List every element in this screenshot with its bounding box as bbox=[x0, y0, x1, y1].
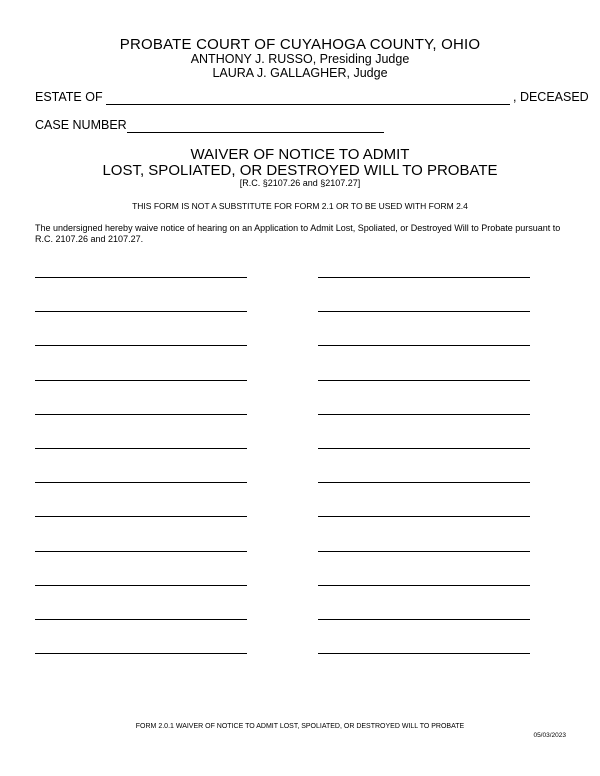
signature-line-right-12[interactable] bbox=[318, 653, 530, 654]
footer-date: 05/03/2023 bbox=[533, 732, 566, 739]
judge-name: LAURA J. GALLAGHER, Judge bbox=[212, 66, 388, 80]
signature-line-right-5[interactable] bbox=[318, 414, 530, 415]
signature-line-left-12[interactable] bbox=[35, 653, 247, 654]
signature-line-left-10[interactable] bbox=[35, 585, 247, 586]
signature-line-left-1[interactable] bbox=[35, 277, 247, 278]
case-number-field[interactable] bbox=[127, 132, 384, 133]
signature-line-left-6[interactable] bbox=[35, 448, 247, 449]
signature-line-left-5[interactable] bbox=[35, 414, 247, 415]
presiding-judge: ANTHONY J. RUSSO, Presiding Judge bbox=[190, 52, 410, 66]
signature-line-right-6[interactable] bbox=[318, 448, 530, 449]
estate-row bbox=[35, 90, 589, 108]
signature-line-left-3[interactable] bbox=[35, 345, 247, 346]
signature-line-right-11[interactable] bbox=[318, 619, 530, 620]
form-title-line1: WAIVER OF NOTICE TO ADMIT bbox=[190, 146, 410, 163]
signature-line-right-1[interactable] bbox=[318, 277, 530, 278]
waiver-paragraph: The undersigned hereby waive notice of hearing on an Application to Admit Lost, Spoliated, or Destroyed Will to Probate pursuant to R.C. 2107.26 and 2107.27. bbox=[35, 223, 561, 244]
case-number-row bbox=[35, 118, 435, 136]
footer-form-name: FORM 2.0.1 WAIVER OF NOTICE TO ADMIT LOST, SPOLIATED, OR DESTROYED WILL TO PROBATE bbox=[135, 723, 465, 730]
deceased-label: , DECEASED bbox=[513, 90, 589, 104]
signature-line-left-11[interactable] bbox=[35, 619, 247, 620]
signature-line-right-8[interactable] bbox=[318, 516, 530, 517]
form-notice: THIS FORM IS NOT A SUBSTITUTE FOR FORM 2.1 OR TO BE USED WITH FORM 2.4 bbox=[132, 201, 468, 211]
case-number-label: CASE NUMBER bbox=[35, 118, 127, 132]
signature-line-left-7[interactable] bbox=[35, 482, 247, 483]
estate-label: ESTATE OF bbox=[35, 90, 103, 104]
form-title-line2: LOST, SPOLIATED, OR DESTROYED WILL TO PROBATE bbox=[102, 162, 498, 179]
signature-line-right-3[interactable] bbox=[318, 345, 530, 346]
signature-line-left-9[interactable] bbox=[35, 551, 247, 552]
signature-line-right-4[interactable] bbox=[318, 380, 530, 381]
estate-field[interactable] bbox=[106, 104, 510, 105]
signature-line-right-2[interactable] bbox=[318, 311, 530, 312]
signature-line-left-8[interactable] bbox=[35, 516, 247, 517]
signature-line-left-4[interactable] bbox=[35, 380, 247, 381]
signature-line-left-2[interactable] bbox=[35, 311, 247, 312]
signature-line-right-7[interactable] bbox=[318, 482, 530, 483]
statute-citation: [R.C. §2107.26 and §2107.27] bbox=[239, 178, 361, 188]
signature-line-right-10[interactable] bbox=[318, 585, 530, 586]
court-title: PROBATE COURT OF CUYAHOGA COUNTY, OHIO bbox=[119, 36, 481, 53]
signature-line-right-9[interactable] bbox=[318, 551, 530, 552]
